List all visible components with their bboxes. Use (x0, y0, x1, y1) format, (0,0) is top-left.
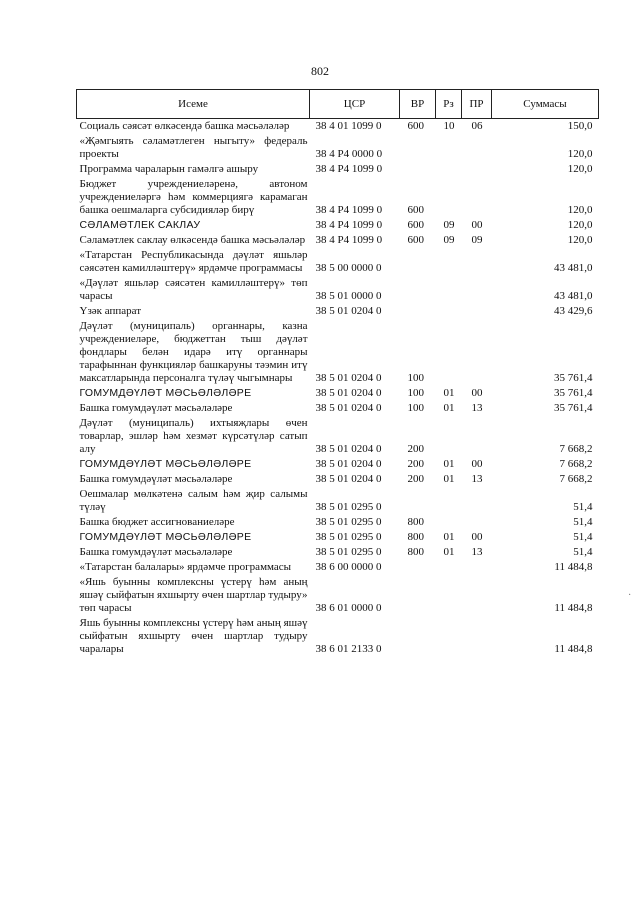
cell-rz (436, 616, 462, 657)
cell-vr: 800 (407, 516, 424, 528)
cell-rz: 01 (443, 546, 455, 558)
cell-vr (400, 248, 436, 276)
cell-rz (436, 177, 462, 218)
cell-pr (462, 560, 492, 575)
cell-name: Башка гомумдәүләт мәсьәләләре (79, 402, 233, 414)
cell-name: «Дәүләт яшьләр сәясәтен камилләштерү» төп чарасы (79, 277, 308, 302)
cell-vr: 100 (407, 387, 424, 399)
cell-name: «Җәмгыять сәламәтлеген ныгыту» федераль проекты (79, 135, 308, 160)
header-row (77, 90, 599, 119)
table-row (77, 530, 599, 545)
cell-sum: 43 481,0 (554, 290, 593, 302)
cell-sum: 11 484,8 (554, 602, 593, 614)
cell-sum: 150,0 (567, 120, 593, 132)
cell-pr: 00 (471, 458, 483, 470)
table-row (77, 248, 599, 276)
cell-vr (400, 304, 436, 319)
cell-pr: 06 (471, 120, 483, 132)
cell-pr (462, 304, 492, 319)
table-header (77, 90, 599, 119)
header-csr: ЦСР (310, 90, 400, 119)
cell-csr: 38 5 00 0000 0 (315, 262, 382, 274)
cell-rz (436, 575, 462, 616)
cell-csr: 38 5 01 0204 0 (315, 458, 382, 470)
cell-sum: 7 668,2 (559, 473, 593, 485)
cell-sum: 51,4 (573, 501, 593, 513)
cell-pr (462, 177, 492, 218)
page-number: 802 (311, 64, 329, 78)
cell-csr: 38 4 P4 1099 0 (315, 219, 383, 231)
cell-vr: 800 (407, 531, 424, 543)
cell-sum: 11 484,8 (554, 643, 593, 655)
table-row (77, 560, 599, 575)
cell-rz (436, 134, 462, 162)
cell-csr: 38 5 01 0204 0 (315, 305, 382, 317)
cell-name: Башка гомумдәүләт мәсьәләләре (79, 473, 233, 485)
table-row (77, 162, 599, 177)
table-row (77, 457, 599, 472)
cell-name: Башка бюджет ассигнованиеләре (79, 516, 235, 528)
cell-name: «Татарстан Республикасында дәүләт яшьләр сәясәтен камилләштерү» ярдәмче программасы (79, 249, 308, 274)
cell-rz (436, 162, 462, 177)
cell-rz (436, 515, 462, 530)
cell-vr: 200 (407, 443, 424, 455)
cell-name: Программа чараларын гамәлгә ашыру (79, 163, 259, 175)
cell-sum: 43 481,0 (554, 262, 593, 274)
cell-sum: 7 668,2 (559, 443, 593, 455)
header-pr: ПР (462, 90, 492, 119)
table-row (77, 218, 599, 233)
table-row (77, 276, 599, 304)
cell-sum: 120,0 (567, 148, 593, 160)
cell-name: Сәламәтлек саклау өлкәсендә башка мәсьәләләр (79, 234, 306, 246)
table-row (77, 304, 599, 319)
cell-vr (400, 134, 436, 162)
table-row (77, 487, 599, 515)
cell-vr: 600 (407, 234, 424, 246)
cell-name: Үзәк аппарат (79, 305, 142, 317)
cell-sum: 35 761,4 (554, 372, 593, 384)
cell-rz (436, 416, 462, 457)
cell-name: Оешмалар мөлкәтенә салым һәм җир салымы түләү (79, 488, 308, 513)
table-row (77, 177, 599, 218)
cell-rz: 01 (443, 531, 455, 543)
cell-rz (436, 319, 462, 386)
cell-csr: 38 6 01 2133 0 (315, 643, 382, 655)
table-row (77, 401, 599, 416)
cell-csr: 38 4 P4 1099 0 (315, 163, 383, 175)
cell-sum: 35 761,4 (554, 387, 593, 399)
cell-csr: 38 5 01 0204 0 (315, 402, 382, 414)
cell-pr (462, 416, 492, 457)
table-row (77, 472, 599, 487)
cell-csr: 38 5 01 0295 0 (315, 546, 382, 558)
cell-vr: 100 (407, 372, 424, 384)
cell-rz (436, 304, 462, 319)
cell-name: Дәүләт (муниципаль) ихтыяҗлары өчен товарлар, эшләр һәм хезмәт күрсәтүләр сатып алу (79, 417, 308, 455)
cell-csr: 38 5 01 0000 0 (315, 290, 382, 302)
cell-vr: 600 (407, 219, 424, 231)
cell-rz (436, 560, 462, 575)
cell-sum: 43 429,6 (554, 305, 593, 317)
cell-sum: 120,0 (567, 234, 593, 246)
cell-rz: 09 (443, 219, 455, 231)
cell-sum: 11 484,8 (554, 561, 593, 573)
cell-rz: 01 (443, 387, 455, 399)
cell-rz: 01 (443, 473, 455, 485)
cell-pr: 00 (471, 531, 483, 543)
cell-csr: 38 5 01 0204 0 (315, 387, 382, 399)
cell-sum: 51,4 (573, 531, 593, 543)
table-row (77, 545, 599, 560)
cell-vr (400, 616, 436, 657)
cell-pr (462, 319, 492, 386)
cell-vr: 200 (407, 458, 424, 470)
cell-pr (462, 575, 492, 616)
cell-vr (400, 560, 436, 575)
table-row (77, 386, 599, 401)
cell-sum: 51,4 (573, 546, 593, 558)
cell-csr: 38 5 01 0204 0 (315, 473, 382, 485)
cell-sum: 120,0 (567, 204, 593, 216)
cell-name: «Яшь буынны комплексны үстерү һәм аның яшәү сыйфатын яхшырту өчен шартлар тудыру» төп чарасы (79, 576, 308, 614)
cell-pr: 13 (471, 402, 483, 414)
cell-vr: 800 (407, 546, 424, 558)
cell-pr: 09 (471, 234, 483, 246)
cell-pr: 00 (471, 219, 483, 231)
cell-vr: 600 (407, 204, 424, 216)
cell-pr (462, 162, 492, 177)
cell-name: Социаль сәясәт өлкәсендә башка мәсьәләләр (79, 120, 290, 132)
cell-sum: 51,4 (573, 516, 593, 528)
edge-mark: · (628, 590, 632, 601)
cell-pr: 13 (471, 546, 483, 558)
cell-pr (462, 248, 492, 276)
header-name: Исеме (77, 90, 310, 119)
cell-pr: 13 (471, 473, 483, 485)
budget-table (76, 89, 599, 657)
cell-csr: 38 6 01 0000 0 (315, 602, 382, 614)
cell-sum: 120,0 (567, 163, 593, 175)
cell-csr: 38 4 01 1099 0 (315, 120, 382, 132)
cell-csr: 38 5 01 0295 0 (315, 516, 382, 528)
cell-pr (462, 134, 492, 162)
cell-rz: 01 (443, 458, 455, 470)
cell-vr: 100 (407, 402, 424, 414)
cell-name: Яшь буынны комплексны үстерү һәм аның яшәү сыйфатын яхшырту өчен шартлар тудыру чаралары (79, 617, 308, 655)
cell-rz: 10 (443, 120, 455, 132)
cell-name: ГОМУМДӘҮЛӘТ МӘСЬӘЛӘЛӘРЕ (79, 458, 252, 470)
cell-csr: 38 5 01 0295 0 (315, 501, 382, 513)
cell-vr (400, 276, 436, 304)
cell-pr (462, 276, 492, 304)
cell-pr (462, 616, 492, 657)
cell-vr (400, 575, 436, 616)
cell-name: «Татарстан балалары» ярдәмче программасы (79, 561, 292, 573)
header-rz: Рз (436, 90, 462, 119)
cell-pr (462, 487, 492, 515)
cell-csr: 38 5 01 0204 0 (315, 443, 382, 455)
cell-sum: 35 761,4 (554, 402, 593, 414)
cell-pr (462, 515, 492, 530)
cell-csr: 38 5 01 0204 0 (315, 372, 382, 384)
cell-name: Бюджет учреждениеләренә, автоном учреждениеләргә һәм коммерциягә карамаган башка оешмаларга субсидияләр бирү (79, 178, 308, 216)
cell-csr: 38 6 00 0000 0 (315, 561, 382, 573)
table-row (77, 134, 599, 162)
cell-csr: 38 4 P4 0000 0 (315, 148, 383, 160)
cell-csr: 38 4 P4 1099 0 (315, 234, 383, 246)
cell-csr: 38 5 01 0295 0 (315, 531, 382, 543)
cell-vr (400, 162, 436, 177)
table-row (77, 119, 599, 135)
cell-rz (436, 487, 462, 515)
table-row (77, 416, 599, 457)
cell-pr: 00 (471, 387, 483, 399)
cell-sum: 7 668,2 (559, 458, 593, 470)
cell-rz: 01 (443, 402, 455, 414)
table-row (77, 233, 599, 248)
header-vr: ВР (400, 90, 436, 119)
table-row (77, 575, 599, 616)
cell-name: ГОМУМДӘҮЛӘТ МӘСЬӘЛӘЛӘРЕ (79, 531, 252, 543)
header-sum: Суммасы (492, 90, 599, 119)
table-row (77, 319, 599, 386)
cell-rz (436, 276, 462, 304)
cell-csr: 38 4 P4 1099 0 (315, 204, 383, 216)
cell-vr: 200 (407, 473, 424, 485)
cell-rz (436, 248, 462, 276)
cell-name: СӘЛАМӘТЛЕК САКЛАУ (79, 219, 201, 231)
cell-vr: 600 (407, 120, 424, 132)
cell-sum: 120,0 (567, 219, 593, 231)
cell-name: Дәүләт (муниципаль) органнары, казна учреждениеләре, бюджеттан тыш дәүләт фондлары белән идарә итү органнары тарафыннан функцияләр башкаруны тәэмин итү максатларында персоналга түләү чыгымнары (79, 320, 308, 384)
cell-rz: 09 (443, 234, 455, 246)
table-row (77, 616, 599, 657)
cell-vr (400, 487, 436, 515)
cell-name: ГОМУМДӘҮЛӘТ МӘСЬӘЛӘЛӘРЕ (79, 387, 252, 399)
cell-name: Башка гомумдәүләт мәсьәләләре (79, 546, 233, 558)
table-row (77, 515, 599, 530)
table-body (77, 119, 599, 658)
